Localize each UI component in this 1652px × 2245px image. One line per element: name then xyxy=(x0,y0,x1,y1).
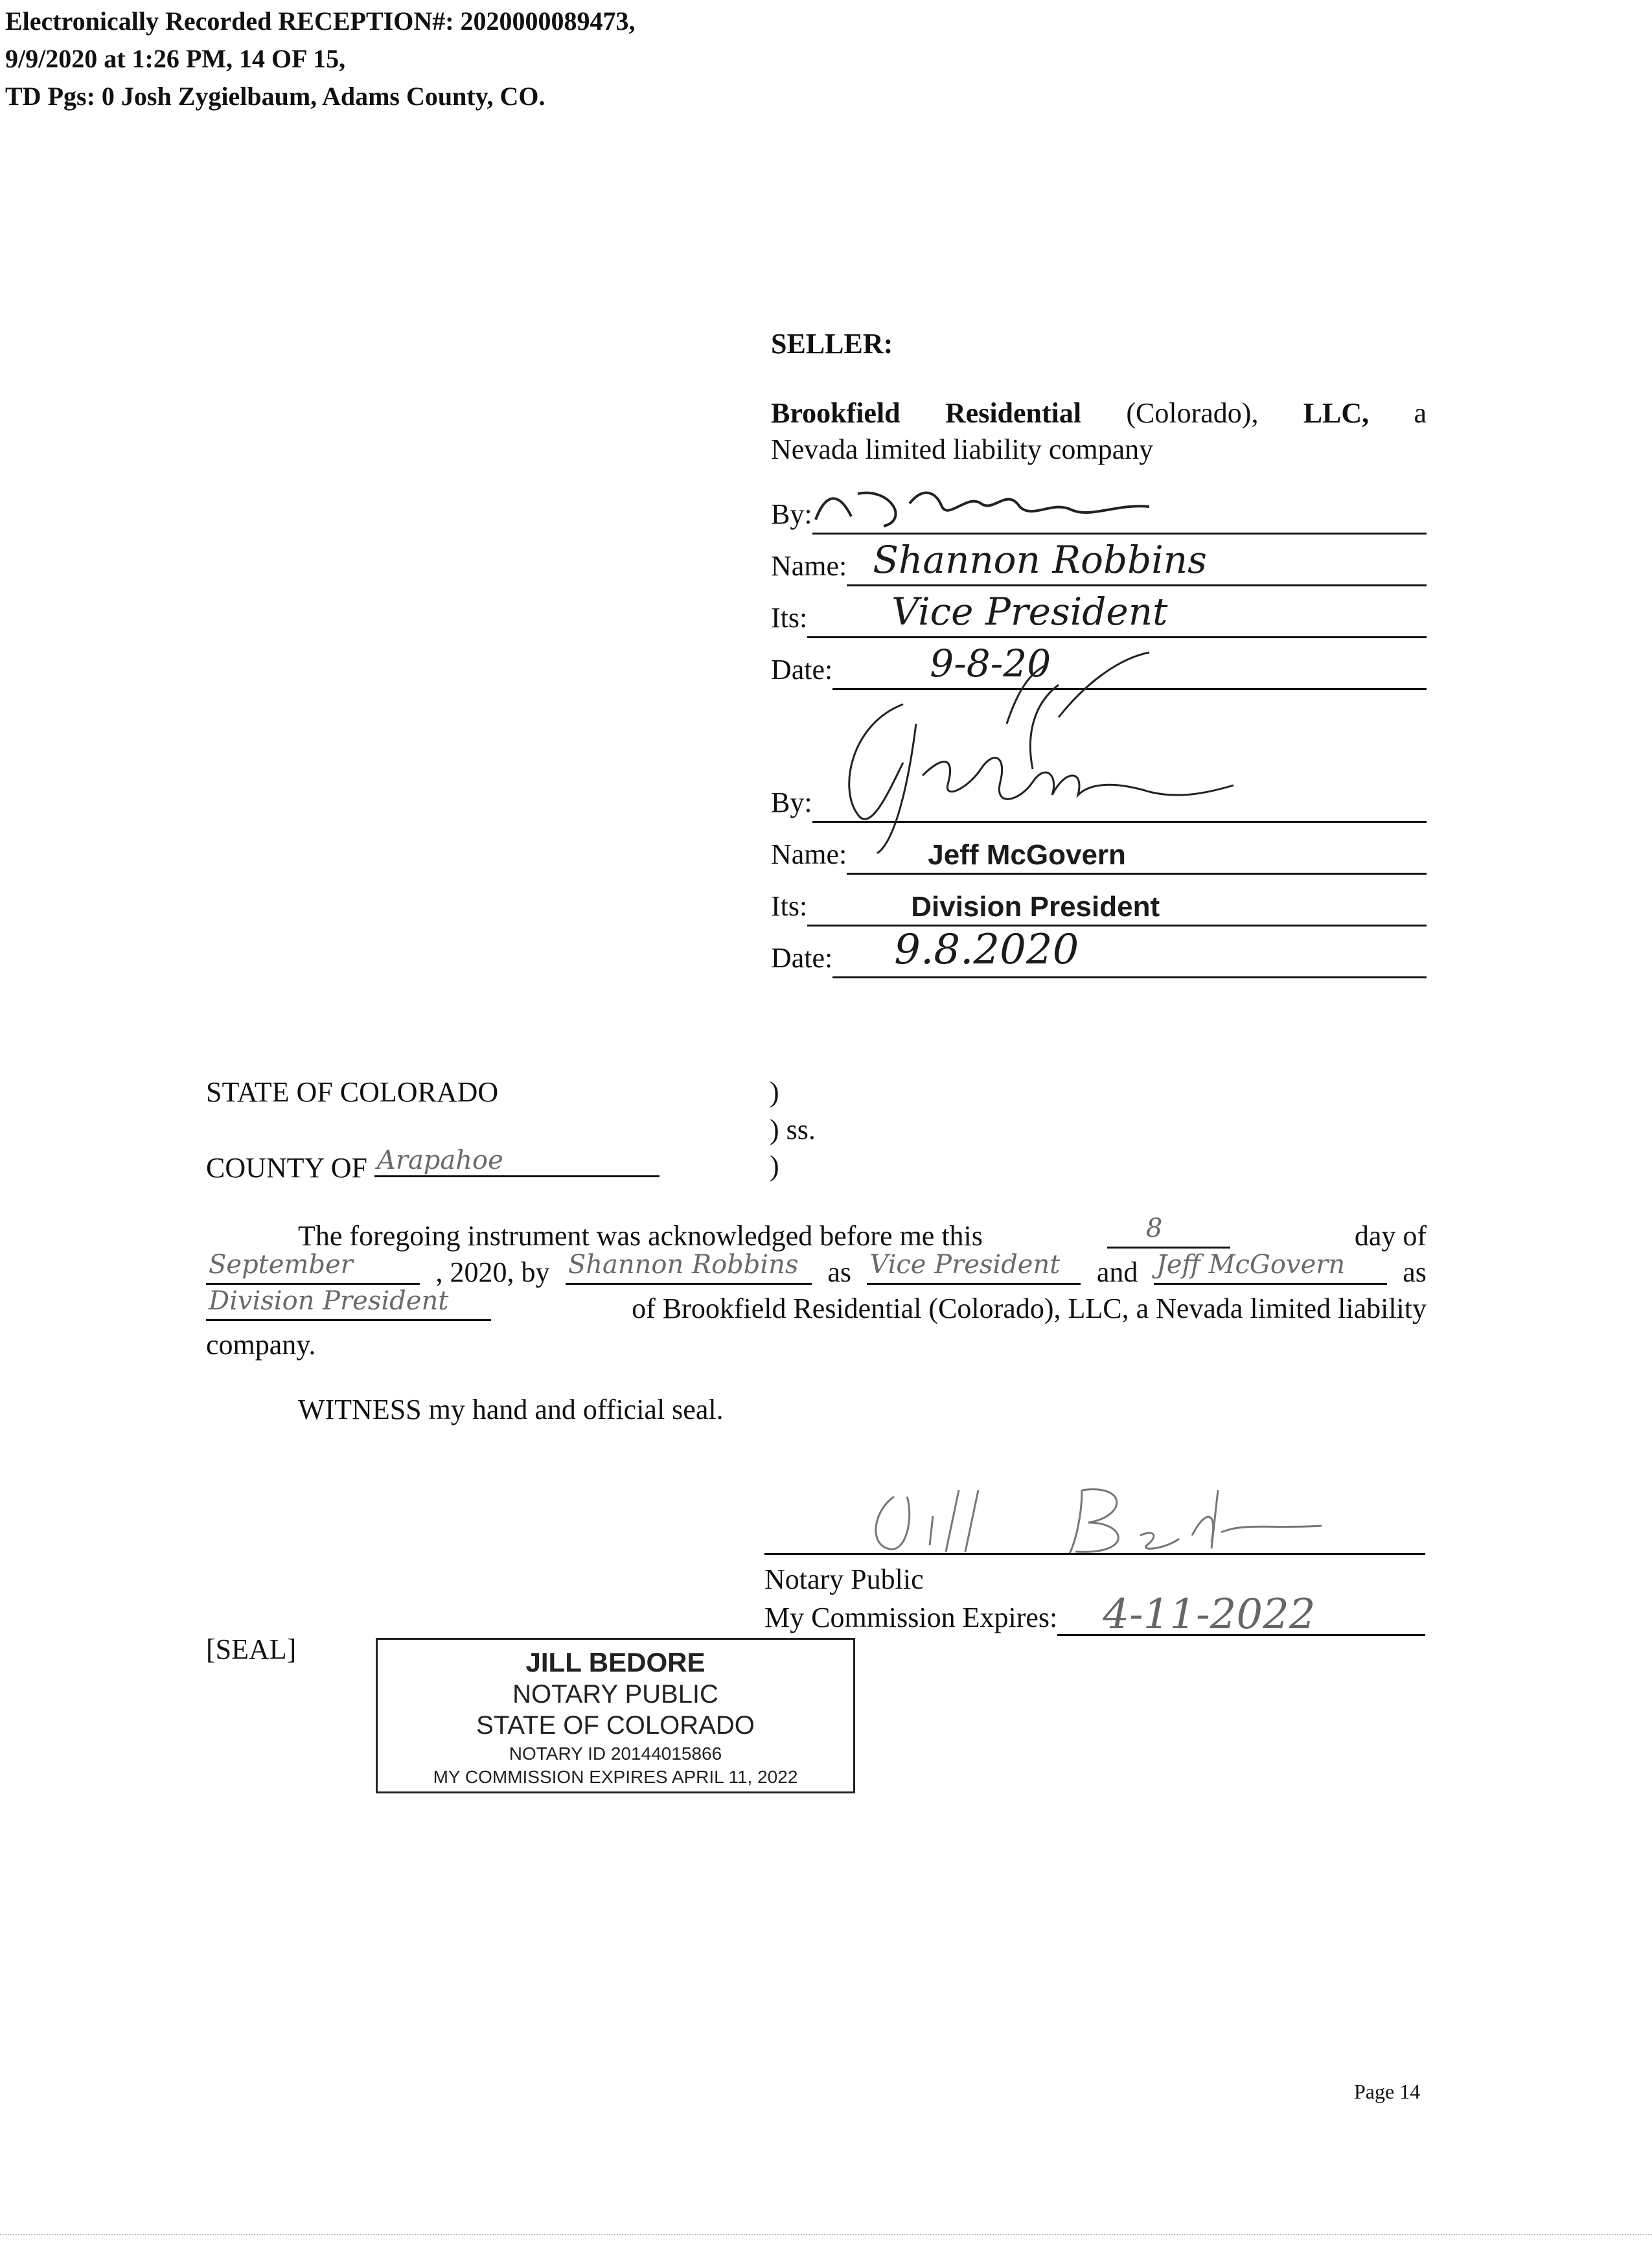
signer1-name-line xyxy=(847,538,1427,586)
commission-expires-row xyxy=(764,1591,1425,1639)
ack-name2-fill xyxy=(1154,1250,1387,1285)
ack-text-4: as xyxy=(827,1256,851,1288)
notary-signature-line xyxy=(764,1552,1425,1555)
company-line-1 xyxy=(771,395,1427,432)
company-line-2: Nevada limited liability company xyxy=(771,433,1154,465)
commission-expires-line xyxy=(1057,1591,1425,1639)
company-word: (Colorado), xyxy=(1126,397,1259,429)
notary-block xyxy=(764,1561,1425,1639)
scan-edge-rule xyxy=(0,2234,1652,2235)
acknowledgment-paragraph xyxy=(206,1214,1427,1363)
ack-month-handwritten: September xyxy=(209,1250,353,1280)
stamp-expires: MY COMMISSION EXPIRES APRIL 11, 2022 xyxy=(433,1767,798,1787)
signer2-date-label: Date: xyxy=(771,942,833,974)
signer2-its-label: Its: xyxy=(771,890,808,922)
signer1-its-line xyxy=(807,590,1427,638)
seller-company xyxy=(771,395,1427,468)
ack-name1-fill xyxy=(566,1250,812,1285)
signer2-by-label: By: xyxy=(771,787,812,818)
seller-heading: SELLER: xyxy=(771,328,893,360)
ack-line-3 xyxy=(206,1286,1427,1327)
company-word: Residential xyxy=(945,397,1082,429)
venue-paren-3: ) xyxy=(770,1150,779,1182)
venue-ss: ) ss. xyxy=(770,1114,816,1146)
ack-title2-handwritten: Division President xyxy=(209,1286,449,1316)
ack-name2-handwritten: Jeff McGovern xyxy=(1156,1250,1346,1280)
signer2-signature-line xyxy=(812,782,1427,823)
county-handwritten: Arapahoe xyxy=(376,1146,503,1175)
witness-statement: WITNESS my hand and official seal. xyxy=(298,1394,724,1425)
signer1-its-label: Its: xyxy=(771,602,808,634)
signer2-date-line xyxy=(832,926,1427,978)
ack-day-handwritten: 8 xyxy=(1145,1214,1163,1243)
page-number: Page 14 xyxy=(1354,2080,1421,2103)
signer2-signature xyxy=(812,646,1266,853)
signer1-by-label: By: xyxy=(771,498,812,530)
signer2-date-handwritten: 9.8.2020 xyxy=(894,926,1079,974)
signer1-title-handwritten: Vice President xyxy=(891,590,1168,634)
seal-label: [SEAL] xyxy=(206,1633,297,1665)
ack-text-6: as xyxy=(1403,1256,1427,1288)
signer1-name-handwritten: Shannon Robbins xyxy=(873,538,1207,582)
ack-day-fill xyxy=(1107,1214,1230,1249)
signer2-by-row xyxy=(771,784,1427,823)
stamp-id: NOTARY ID 20144015866 xyxy=(509,1744,722,1764)
company-word: LLC, xyxy=(1303,397,1370,429)
signer1-signature xyxy=(812,481,1175,539)
recording-line-2: 9/9/2020 at 1:26 PM, 14 OF 15, xyxy=(5,44,346,73)
signer2-its-row xyxy=(771,888,1427,927)
recording-header xyxy=(5,3,636,115)
ack-text-1: The foregoing instrument was acknowledged before me this xyxy=(298,1220,983,1252)
stamp-name: JILL BEDORE xyxy=(525,1647,706,1677)
commission-expires-label: My Commission Expires: xyxy=(764,1602,1058,1633)
signer1-its-row xyxy=(771,590,1427,638)
county-fill xyxy=(374,1147,660,1177)
signer1-date-label: Date: xyxy=(771,654,833,685)
recording-line-1: Electronically Recorded RECEPTION#: 2020000089473, xyxy=(5,6,636,36)
signer1-name-label: Name: xyxy=(771,550,847,582)
notary-title: Notary Public xyxy=(764,1563,924,1595)
signer2-name-printed: Jeff McGovern xyxy=(928,839,1126,871)
ack-text-7: of Brookfield Residential (Colorado), LLC, a Nevada limited liability xyxy=(632,1293,1427,1324)
notary-stamp xyxy=(376,1638,855,1793)
company-word: a xyxy=(1414,397,1427,429)
signer2-date-row xyxy=(771,926,1427,978)
company-word: Brookfield xyxy=(771,397,901,429)
county-label: COUNTY OF xyxy=(206,1152,367,1184)
ack-text-3: , 2020, by xyxy=(435,1256,550,1288)
signer2-name-line xyxy=(847,834,1427,875)
signer2-its-line xyxy=(807,886,1427,927)
commission-expires-handwritten: 4-11-2022 xyxy=(1103,1591,1316,1639)
ack-title2-fill xyxy=(206,1286,491,1321)
ack-title1-handwritten: Vice President xyxy=(869,1250,1061,1280)
ack-text-2: day of xyxy=(1354,1220,1427,1252)
ack-text-5: and xyxy=(1096,1256,1138,1288)
venue-paren-1: ) xyxy=(770,1076,779,1108)
signer1-signature-line xyxy=(812,494,1427,535)
venue-state: STATE OF COLORADO xyxy=(206,1076,499,1108)
stamp-title: NOTARY PUBLIC xyxy=(512,1680,718,1709)
signer2-name-row xyxy=(771,836,1427,875)
signer1-date-handwritten: 9-8-20 xyxy=(930,641,1051,685)
signer1-by-row xyxy=(771,496,1427,535)
ack-name1-handwritten: Shannon Robbins xyxy=(568,1250,799,1280)
signer1-name-row xyxy=(771,538,1427,586)
recording-line-3: TD Pgs: 0 Josh Zygielbaum, Adams County, CO. xyxy=(5,82,545,111)
ack-title1-fill xyxy=(867,1250,1081,1285)
signer2-name-label: Name: xyxy=(771,838,847,870)
signer2-title-printed: Division President xyxy=(911,891,1160,923)
ack-month-fill xyxy=(206,1250,420,1285)
stamp-state: STATE OF COLORADO xyxy=(476,1711,755,1740)
venue-county xyxy=(206,1147,660,1184)
ack-line-4: company. xyxy=(206,1329,316,1361)
